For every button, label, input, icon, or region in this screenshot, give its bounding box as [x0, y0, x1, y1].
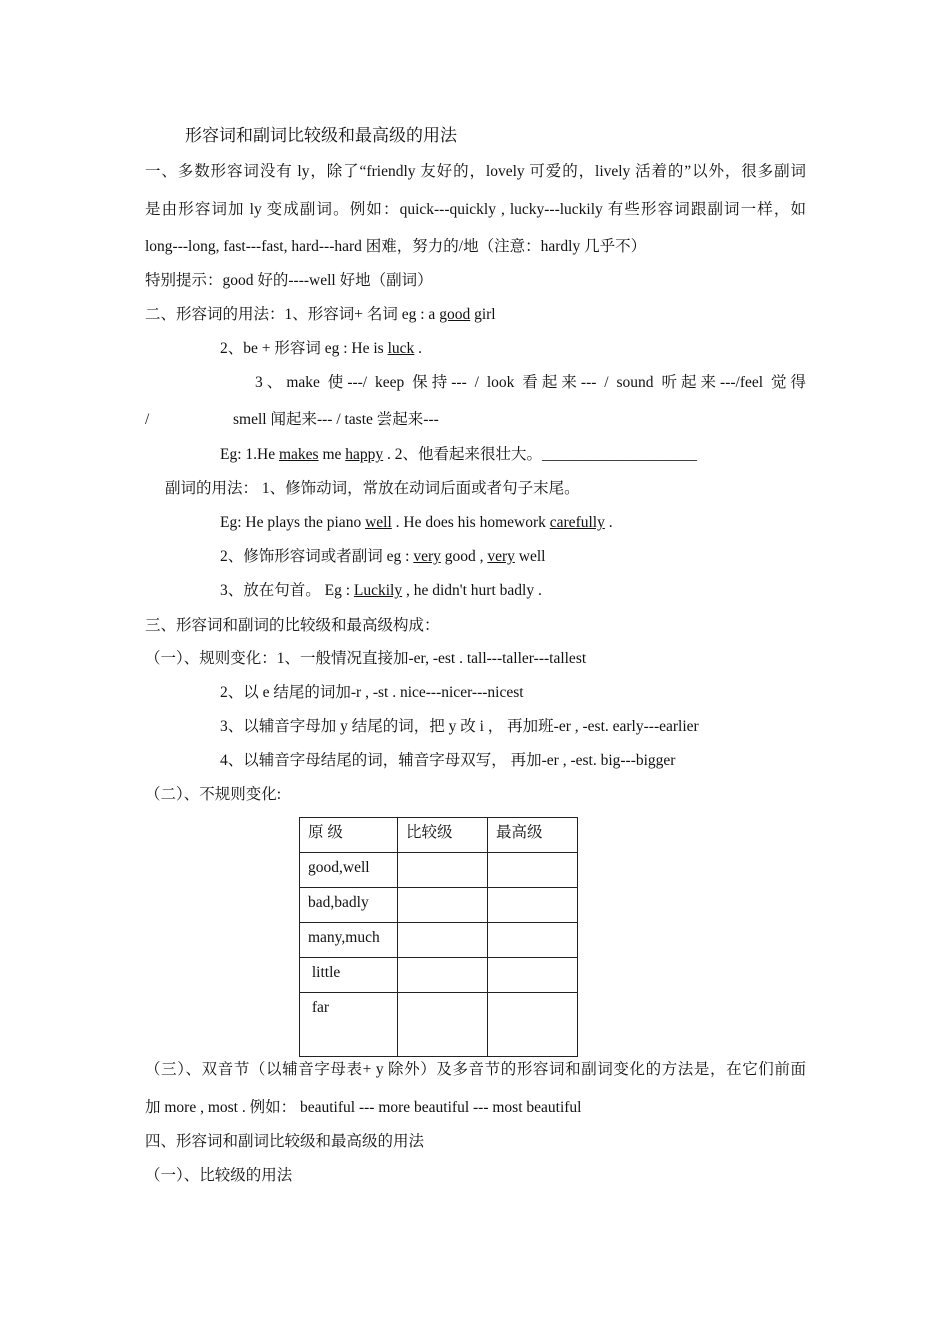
table-header-cell: 比较级 — [398, 818, 488, 853]
sec1-line3: long---long, fast---fast, hard---hard 困难，努力的/地（注意：hardly 几乎不） — [145, 238, 647, 255]
adv2-pre: 2、修饰形容词或者副词 eg : — [220, 548, 414, 565]
adj2-pre: 2、be + 形容词 eg : He is — [220, 340, 388, 357]
sec4-heading: 四、形容词和副词比较级和最高级的用法 — [145, 1133, 425, 1150]
sec1-line2: 是由形容词加 ly 变成副词。例如：quick---quickly , lucky---luckily 有些形容词跟副词一样，如 — [145, 201, 806, 218]
adv2-word-very-2: very — [487, 548, 515, 565]
sec3-heading: 三、形容词和副词的比较级和最高级构成： — [145, 617, 440, 634]
adj-usage-3-slash: / — [145, 411, 150, 428]
table-row — [300, 923, 578, 958]
table-header-cell: 最高级 — [488, 818, 578, 853]
adj-usage-1 — [145, 305, 496, 325]
eg-mid: me — [318, 446, 346, 463]
table-header-cell: 原 级 — [300, 818, 398, 853]
adv2-post: well — [514, 548, 546, 565]
table-cell — [398, 888, 488, 923]
adv3-pre: 3、放在句首。 Eg : — [220, 582, 354, 599]
adv1-post: . — [604, 514, 613, 531]
table-cell: little — [300, 958, 398, 993]
adj1-post: girl — [470, 306, 496, 323]
regular-rule-4: 4、以辅音字母结尾的词，辅音字母双写， 再加-er , -est. big---bigger — [220, 752, 676, 769]
adj-usage-3: 3、make 使---/ keep 保持--- / look 看起来--- / sound 听起来---/feel 觉得 — [255, 374, 806, 391]
table-cell: far — [300, 993, 398, 1057]
table-cell — [488, 993, 578, 1057]
table-row — [300, 888, 578, 923]
table-cell — [488, 853, 578, 888]
table-cell — [488, 923, 578, 958]
eg-pre: Eg: 1.He — [220, 446, 279, 463]
eg-word-makes: makes — [278, 446, 319, 463]
regular-rule-3: 3、以辅音字母加 y 结尾的词，把 y 改 i ， 再加班-er , -est. early---earlier — [220, 718, 699, 735]
adv1-mid: . He does his homework — [391, 514, 550, 531]
adj-example-line — [220, 445, 697, 465]
adj-usage-3-cont: smell 闻起来--- / taste 尝起来--- — [233, 411, 439, 428]
adv2-word-very-1: very — [413, 548, 441, 565]
irregular-forms-table — [299, 817, 578, 1057]
adj2-post: . — [414, 340, 423, 357]
adj1-example-word: good — [439, 306, 471, 323]
adj2-example-word: luck — [387, 340, 415, 357]
regular-rule-1: （一）、规则变化：1、一般情况直接加-er, -est . tall---taller---tallest — [145, 650, 587, 667]
table-row — [300, 853, 578, 888]
sec1-line1: 一、多数形容词没有 ly，除了“friendly 友好的，lovely 可爱的，lively 活着的”以外，很多副词 — [145, 163, 806, 180]
table-cell — [488, 958, 578, 993]
adj1-pre: 二、形容词的用法：1、形容词+ 名词 eg : a — [145, 306, 440, 323]
multisyllable-rule-line1: （三）、双音节（以辅音字母表+ y 除外）及多音节的形容词和副词变化的方法是，在它们前面 — [145, 1061, 806, 1078]
adv-example-1 — [220, 513, 613, 533]
irregular-heading: （二）、不规则变化: — [145, 786, 282, 803]
table-cell — [488, 888, 578, 923]
table-header-row — [300, 818, 578, 853]
sec1-tip: 特别提示：good 好的----well 好地（副词） — [145, 272, 433, 289]
table-cell — [398, 853, 488, 888]
page-title: 形容词和副词比较级和最高级的用法 — [185, 126, 457, 145]
adv3-word-luckily: Luckily — [353, 582, 403, 599]
table-cell — [398, 993, 488, 1057]
adv-usage-3 — [220, 581, 542, 601]
table-cell: good,well — [300, 853, 398, 888]
eg-post: . 2、他看起来很壮大。____________________ — [383, 446, 698, 463]
multisyllable-rule-line2: 加 more , most . 例如： beautiful --- more beautiful --- most beautiful — [145, 1099, 582, 1116]
adj-usage-2 — [220, 339, 422, 359]
adv1-word-well: well — [365, 514, 392, 531]
table-row — [300, 958, 578, 993]
sec4-sub1: （一）、比较级的用法 — [145, 1167, 293, 1184]
table-cell: bad,badly — [300, 888, 398, 923]
table-cell: many,much — [300, 923, 398, 958]
table-cell — [398, 958, 488, 993]
adv1-word-carefully: carefully — [549, 514, 605, 531]
regular-rule-2: 2、以 e 结尾的词加-r , -st . nice---nicer---nicest — [220, 684, 524, 701]
table-cell — [398, 923, 488, 958]
table-row — [300, 993, 578, 1057]
adv-usage-2 — [220, 547, 545, 567]
adv2-mid: good , — [440, 548, 488, 565]
adv-heading: 副词的用法： 1、修饰动词，常放在动词后面或者句子末尾。 — [165, 480, 580, 497]
adv3-post: , he didn't hurt badly . — [402, 582, 542, 599]
adv1-pre: Eg: He plays the piano — [220, 514, 366, 531]
eg-word-happy: happy — [345, 446, 384, 463]
